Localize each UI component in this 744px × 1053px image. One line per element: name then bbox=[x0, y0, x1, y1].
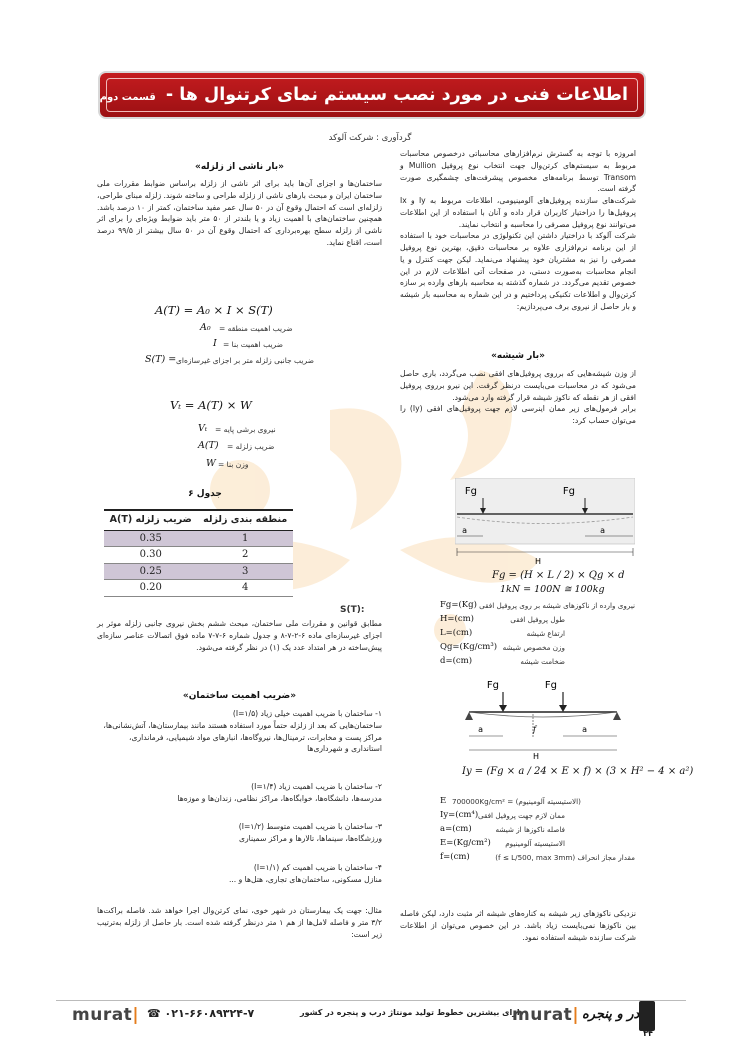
legend2-sym-3: E=(Kg/cm²) bbox=[440, 838, 491, 848]
legend-inertia bbox=[440, 795, 635, 871]
table-cell-coef: 0.30 bbox=[104, 547, 197, 564]
diagram2-fg-right: Fg bbox=[544, 680, 557, 691]
table-header-coef: ضریب زلزله (A(T bbox=[104, 510, 197, 530]
footer-logo-left: murat| bbox=[72, 1005, 140, 1025]
glass-load-text bbox=[400, 368, 636, 427]
article-title bbox=[100, 82, 628, 109]
table-row bbox=[104, 547, 293, 564]
title-subtitle: قسمت دوم bbox=[99, 92, 156, 103]
diagram2-a-left: a bbox=[478, 725, 483, 734]
importance-item-3-body: ورزشگاه‌ها، سینماها، تالارها و مراکز سمیناری bbox=[239, 833, 382, 843]
diagram1-a-right: a bbox=[600, 526, 605, 535]
legend2-text-2: فاصله ناکوزها از شیشه bbox=[495, 825, 565, 834]
def-a-sym-2: S(T) = bbox=[145, 354, 177, 365]
page-marker bbox=[639, 1001, 655, 1031]
st-paragraph: مطابق قوانین و مقررات ملی ساختمان، مبحث ششم بخش نیروی جانبی زلزله موثر بر اجزای غیرسازه‌ای ماده ۶-۲-۷-۸ و جدول شماره ۶-۷-۷ ماده فوق اتصالات عناصر سازه‌ای پیش‌ساخته در هر امتداد عدد یک (۱) در نظر گرفته می‌شود. bbox=[97, 619, 382, 652]
def-a-sym-0: A₀ bbox=[200, 322, 211, 333]
formula-iy: Iy = (Fg × a / 24 × E × f) × (3 × H² − 4 × a²) bbox=[462, 766, 694, 777]
intro-paragraph-3: شرکت آلوکد با دراختیار داشتن این تکنولوژی در محاسبات خود با استفاده از این برنامه نرم‌افزاری علاوه بر محاسبات دقیق، بهترین نوع پروفیل مصرفی را نیز به مشتریان خود پیشنهاد می‌نماید. لیکن جهت کنترل و یا انجام محاسبات به‌صورت دستی، در صفحات آتی اطلاعات لازم در این خصوص تقدیم می‌گردد. در شماره گذشته به محاسبه بارهای وارده بر سازه کرتن‌وال و اطلاعات تکنیکی پرداختیم و در این شماره به محاسبه بار شیشه و بار حاصل از نیروی برف می‌پردازیم: bbox=[400, 231, 636, 311]
table-cell-zone: 4 bbox=[197, 580, 293, 597]
diagram1-a-left: a bbox=[462, 526, 467, 535]
page-number: ۳۴ bbox=[643, 1029, 653, 1038]
legend-glass-force bbox=[440, 600, 635, 672]
intro-paragraph-2: شرکت‌های سازنده پروفیل‌های آلومینیومی، اطلاعات مربوط به Iy و Ix پروفیل‌ها را دراختیار کاربران قرار داده و آنان با استفاده از این اطلاعات می‌توانند نوع پروفیل مصرفی را محاسبه و انتخاب نمایند. bbox=[400, 196, 636, 229]
glass-load-heading: «بار شیشه» bbox=[491, 351, 545, 361]
diagram1-fg-right: Fg bbox=[562, 486, 575, 497]
table-cell-coef: 0.20 bbox=[104, 580, 197, 597]
formula-seismic-coefficient: A(T) = A₀ × I × S(T) bbox=[155, 303, 273, 317]
table-header-row bbox=[104, 510, 293, 530]
importance-item-1-head: ۱- ساختمان با ضریب اهمیت خیلی زیاد (I=۱/۵) bbox=[232, 709, 382, 718]
importance-item-1-body: ساختمان‌هایی که بعد از زلزله حتماً مورد استفاده هستند مانند بیمارستان‌ها، آتش‌نشانی‌ها، مراکز پست و مخابرات، ترمینال‌ها، نیروگاه‌ها، انبارهای مواد شیمیایی، فرمانداری، استانداری و شهرداری‌ها bbox=[103, 720, 382, 754]
byline: گردآوری : شرکت آلوکد bbox=[328, 133, 412, 143]
def-v-text-1: ضریب زلزله = bbox=[227, 442, 275, 451]
def-v-text-2: وزن بنا = bbox=[218, 460, 249, 469]
importance-item-4-head: ۴- ساختمان با ضریب اهمیت کم (I=۱/۱) bbox=[253, 863, 382, 872]
table-header-zone: منطقه بندی زلزله bbox=[197, 510, 293, 530]
legend1-text-4: ضخامت شیشه bbox=[520, 657, 565, 666]
seismic-paragraph: ساختمان‌ها و اجزای آن‌ها باید برای اثر ناشی از زلزله براساس ضوابط مقررات ملی ساختمان ایران و مبحث بارهای ناشی از زلزله طراحی و ساخته شوند. زلزله مبنای طراحی، زلزله‌ای است که احتمال وقوع آن در ۵۰ سال عمر مفید ساختمان، کمتر از ۱۰ درصد باشد. همچنین ساختمان‌های با اهمیت زیاد و یا بلندتر از ۵۰ متر باید ضوابط ویژه‌ای را برای اثر ناشی از زلزله سطح بهره‌برداری که احتمال وقوع آن در ۵۰ سال بیشتر از ۹۹/۵ درصد است، اقناع نماید. bbox=[97, 179, 382, 247]
diagram2-a-right: a bbox=[582, 725, 587, 734]
legend1-text-2: ارتفاع شیشه bbox=[526, 629, 565, 638]
legend2-sym-2: a=(cm) bbox=[440, 824, 472, 834]
diagram1-h-label: H bbox=[534, 557, 541, 566]
formula-fg: Fg = (H × L / 2) × Qg × d bbox=[492, 570, 625, 581]
table-row bbox=[104, 563, 293, 580]
legend1-text-0: نیروی وارده از ناکوزهای شیشه بر روی پروفیل افقی bbox=[479, 601, 635, 610]
footer-logo-right-text: murat bbox=[512, 1005, 573, 1025]
legend1-sym-0: Fg=(Kg) bbox=[440, 600, 477, 610]
importance-item-4-body: منازل مسکونی، ساختمان‌های تجاری، هتل‌ها و ... bbox=[228, 874, 382, 884]
glass-paragraph-2: برابر فرمول‌های زیر ممان اینرسی لازم جهت پروفیل‌های افقی (Iy) را می‌توان حساب کرد: bbox=[400, 404, 637, 426]
glass-paragraph-1: از وزن شیشه‌هایی که برروی پروفیل‌های افقی نصب می‌گردد، باری حاصل می‌شود که در محاسبات می‌بایست درنظر گرفت. این نیرو برروی پروفیل افقی از هر نقطه که ناکوز شیشه قرار گرفته وارد می‌شود. bbox=[400, 369, 636, 402]
table-row bbox=[104, 530, 293, 547]
importance-item-2-body: مدرسه‌ها، دانشگاه‌ها، خوابگاه‌ها، مراکز نظامی، زندان‌ها و موزه‌ها bbox=[177, 793, 382, 803]
def-a-sym-1: I bbox=[213, 338, 217, 349]
legend1-sym-1: H=(cm) bbox=[440, 614, 474, 624]
legend1-text-3: وزن مخصوص شیشه bbox=[502, 643, 565, 652]
legend2-text-3: الاستیسیته آلومینیوم bbox=[505, 839, 565, 848]
diagram2-h-label: H bbox=[532, 752, 539, 760]
intro-paragraph-1: امروزه با توجه به گسترش نرم‌افزارهای محاسباتی درخصوص محاسبات مربوط به سیستم‌های کرتن‌وال جهت انتخاب نوع پروفیل Mullion و Transom توسط برنامه‌های مخصوص پیشرفت‌های چشمگیری صورت گرفته است. bbox=[400, 149, 636, 194]
table-cell-zone: 2 bbox=[197, 547, 293, 564]
table-cell-coef: 0.25 bbox=[104, 563, 197, 580]
legend2-text-1: ممان لازم جهت پروفیل افقی bbox=[478, 811, 565, 820]
importance-heading: «ضریب اهمیت ساختمان» bbox=[182, 691, 297, 701]
diagram2-fg-left: Fg bbox=[486, 680, 499, 691]
formula-base-shear: Vₜ = A(T) × W bbox=[170, 398, 252, 412]
example-paragraph: مثال: جهت یک بیمارستان در شهر خوی، نمای کرتن‌وال اجرا خواهد شد. فاصله براکت‌ها ۳/۲ متر و فاصله لامل‌ها از هم ۱ متر درنظر گرفته شده است. بار حاصل از زلزله به‌ترتیب زیر است: bbox=[97, 906, 382, 939]
def-a-text-1: ضریب اهمیت بنا = bbox=[223, 340, 284, 349]
table-cell-zone: 1 bbox=[197, 530, 293, 547]
table-caption: جدول ۶ bbox=[188, 489, 222, 499]
legend1-sym-4: d=(cm) bbox=[440, 656, 473, 666]
importance-item-2 bbox=[100, 781, 382, 805]
importance-item-4 bbox=[100, 862, 382, 886]
importance-item-1 bbox=[100, 708, 382, 755]
footer-logo-right: murat| bbox=[512, 1005, 580, 1025]
glass-load-diagram-1 bbox=[455, 478, 635, 566]
def-v-sym-0: Vₜ bbox=[198, 423, 208, 434]
seismic-zone-table bbox=[104, 509, 293, 597]
importance-item-2-head: ۲- ساختمان با ضریب اهمیت زیاد (I=۱/۴) bbox=[251, 782, 382, 791]
def-a-text-2: ضریب جانبی زلزله متر بر اجزای غیرسازه‌ای bbox=[176, 356, 314, 365]
table-cell-zone: 3 bbox=[197, 563, 293, 580]
st-heading: S(T): bbox=[340, 605, 365, 615]
title-banner bbox=[100, 73, 644, 117]
def-a-text-0: ضریب اهمیت منطقه = bbox=[219, 324, 293, 333]
footer-phone: ☎ ۰۲۱-۶۶۰۸۹۳۲۴-۷ bbox=[147, 1007, 255, 1020]
def-v-sym-1: A(T) bbox=[198, 440, 219, 451]
importance-item-3 bbox=[100, 821, 382, 845]
glass-load-diagram-2 bbox=[463, 678, 623, 760]
legend2-sym-0: E bbox=[440, 796, 447, 806]
importance-item-3-head: ۳- ساختمان با ضریب اهمیت متوسط (I=۱/۲) bbox=[238, 822, 382, 831]
legend1-sym-3: Qg=(Kg/cm³) bbox=[440, 642, 498, 652]
glass-note: نزدیکی ناکوزهای زیر شیشه به کناره‌های شیشه اثر مثبت دارد، لیکن فاصله بین ناکوزها نمی‌بایست زیاد باشد. در این خصوص می‌توان از اطلاعات شرکت سازنده شیشه استفاده نمود. bbox=[400, 909, 636, 942]
legend2-sym-1: Iy=(cm⁴) bbox=[440, 810, 479, 820]
formula-unit: 1kN = 100N ≅ 100kg bbox=[500, 584, 605, 595]
footer-tagline: دارای بیشترین خطوط تولید مونتاژ درب و پنجره در کشور bbox=[300, 1008, 524, 1017]
legend2-text-0: (الاستیسیته آلومینیوم) = 700000Kg/cm² bbox=[452, 797, 581, 806]
magazine-name: در و پنجره bbox=[582, 1007, 640, 1022]
table-row bbox=[104, 580, 293, 597]
table-cell-coef: 0.35 bbox=[104, 530, 197, 547]
diagram1-fg-left: Fg bbox=[464, 486, 477, 497]
legend1-sym-2: L=(cm) bbox=[440, 628, 473, 638]
footer-logo-left-text: murat bbox=[72, 1005, 133, 1025]
intro-text bbox=[400, 148, 636, 313]
legend2-text-4: مقدار مجاز انحراف (f ≤ L/500, max 3mm) bbox=[495, 853, 635, 862]
legend1-text-1: طول پروفیل افقی bbox=[510, 615, 565, 624]
footer-divider bbox=[56, 1000, 686, 1001]
legend2-sym-4: f=(cm) bbox=[440, 852, 470, 862]
title-text: اطلاعات فنی در مورد نصب سیستم نمای کرتنوال ها - bbox=[165, 85, 628, 105]
def-v-text-0: نیروی برشی پایه = bbox=[215, 425, 276, 434]
def-v-sym-2: W bbox=[206, 458, 216, 469]
seismic-load-heading: «بار ناشی از زلزله» bbox=[195, 162, 284, 172]
diagram2-f-label: f bbox=[533, 725, 536, 734]
